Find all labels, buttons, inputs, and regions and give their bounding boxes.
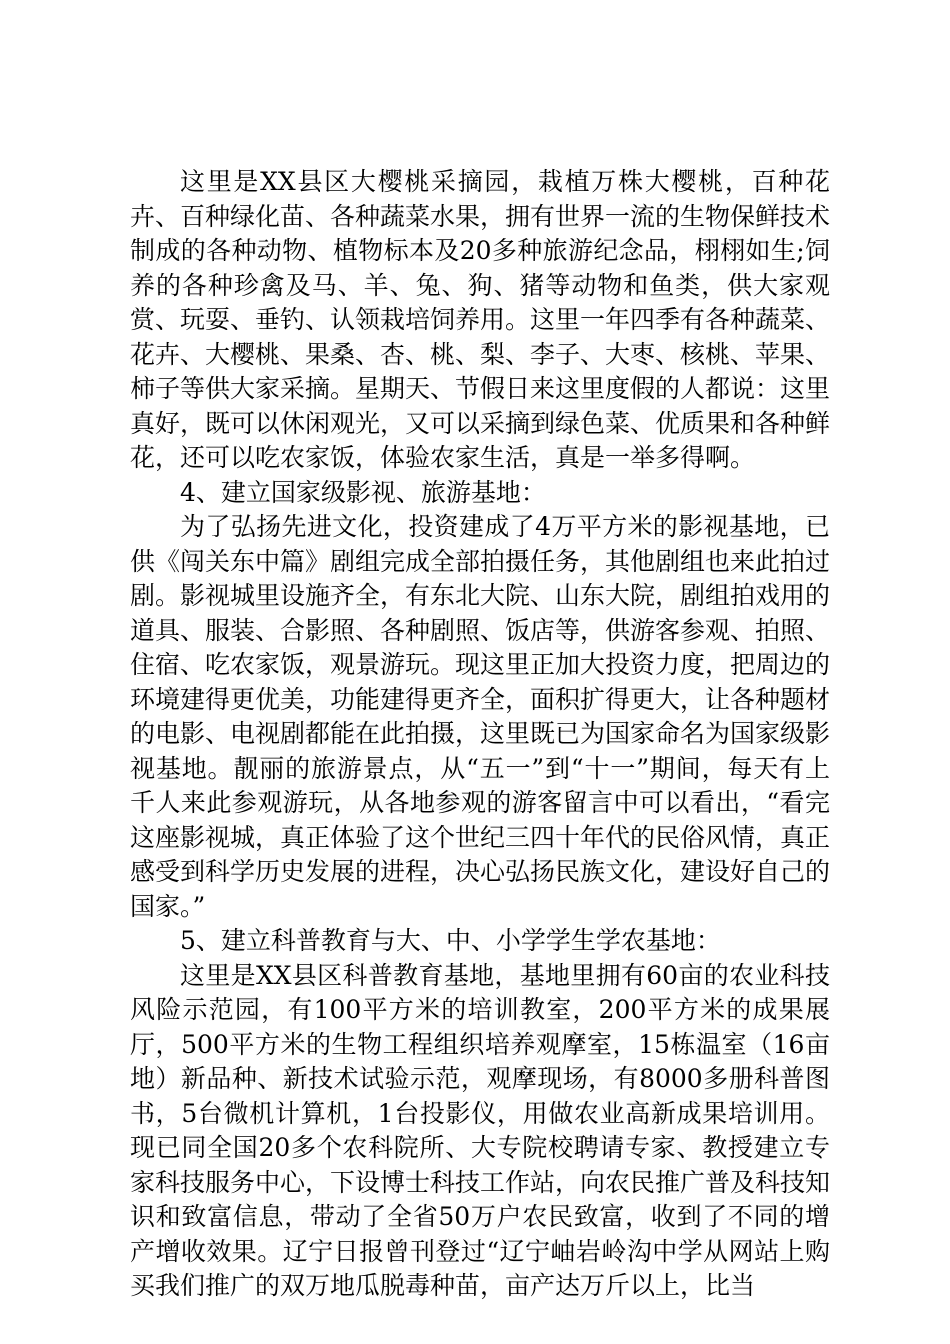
paragraph-science-education: 这里是XX县区科普教育基地，基地里拥有60亩的农业科技风险示范园，有100平方米的培训教室，200平方米的成果展厅，500平方米的生物工程组织培养观摩室，15栋温室（16亩地）新品种、新技术试验示范，观摩现场，有8000多册科普图书，5台微机计算机，1台投影仪，用做农业高新成果培训用。现已同全国20多个农科院所、大专院校聘请专家、教授建立专家科技服务中心，下设博士科技工作站，向农民推广普及科技知识和致富信息，带动了全省50万户农民致富，收到了不同的增产增收效果。辽宁日报曾刊登过“辽宁岫岩岭沟中学从网站上购买我们推广的双万地瓜脱毒种苗，亩产达万斤以上，比当 — [130, 960, 831, 1300]
document-page — [130, 165, 830, 1304]
heading-science-education-base: 5、建立科普教育与大、中、小学学生学农基地： — [180, 926, 721, 955]
paragraph-cherry-orchard: 这里是XX县区大樱桃采摘园，栽植万株大樱桃，百种花卉、百种绿化苗、各种蔬菜水果，拥有世界一流的生物保鲜技术制成的各种动物、植物标本及20多种旅游纪念品，栩栩如生;饲养的各种珍禽及马、羊、兔、狗、猪等动物和鱼类，供大家观赏、玩耍、垂钓、认领栽培饲养用。这里一年四季有各种蔬菜、花卉、大樱桃、果桑、杏、桃、梨、李子、大枣、核桃、苹果、柿子等供大家采摘。星期天、节假日来这里度假的人都说：这里真好，既可以休闲观光，又可以采摘到绿色菜、优质果和各种鲜花，还可以吃农家饭，体验农家生活，真是一举多得啊。 — [130, 167, 831, 472]
heading-film-tourism-base: 4、建立国家级影视、旅游基地： — [180, 477, 546, 507]
paragraph-film-base: 为了弘扬先进文化，投资建成了4万平方米的影视基地，已供《闯关东中篇》剧组完成全部拍摄任务，其他剧组也来此拍过剧。影视城里设施齐全，有东北大院、山东大院，剧组拍戏用的道具、服装、合影照、各种剧照、饭店等，供游客参观、拍照、住宿、吃农家饭，观景游玩。现这里正加大投资力度，把周边的环境建得更优美，功能建得更齐全，面积扩得更大，让各种题材的电影、电视剧都能在此拍摄，这里既已为国家命名为国家级影视基地。靓丽的旅游景点，从“五一”到“十一”期间，每天有上千人来此参观游玩，从各地参观的游客留言中可以看出，“看完这座影视城，真正体验了这个世纪三四十年代的民俗风情，真正感受到科学历史发展的进程，决心弘扬民族文化，建设好自己的国家。” — [130, 512, 831, 921]
